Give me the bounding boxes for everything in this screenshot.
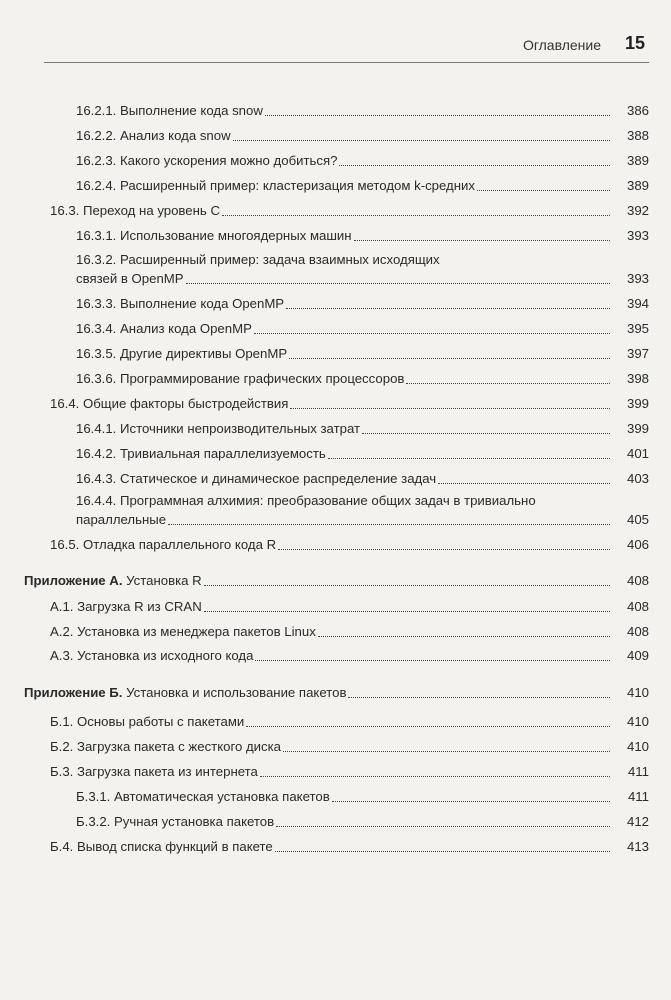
toc-entry — [0, 762, 671, 782]
toc-page: 410 — [626, 685, 649, 700]
toc-title: параллельные — [76, 512, 167, 527]
toc-entry — [0, 369, 671, 389]
toc-entry — [0, 201, 671, 221]
toc-title: 16.3.1. Использование многоядерных машин — [76, 228, 352, 243]
toc-page: 412 — [626, 814, 649, 829]
running-head-title: Оглавление — [522, 37, 601, 53]
toc-page: 389 — [626, 153, 649, 168]
toc-page: 405 — [626, 512, 649, 527]
toc-entry — [0, 126, 671, 146]
toc-entry — [0, 622, 671, 642]
toc-title: Установка R — [126, 573, 202, 588]
dot-leader — [283, 751, 610, 752]
toc-page: 403 — [626, 471, 649, 486]
toc-title: 16.3. Переход на уровень С — [50, 203, 220, 218]
toc-title: 16.3.5. Другие директивы OpenMP — [76, 346, 288, 361]
toc-title: А.3. Установка из исходного кода — [50, 648, 254, 663]
toc-title: Б.4. Вывод списка функций в пакете — [50, 839, 273, 854]
toc-title-line1: 16.4.4. Программная алхимия: преобразование общих задач в тривиально — [76, 493, 536, 508]
toc-title: 16.5. Отладка параллельного кода R — [50, 537, 277, 552]
toc-entry — [0, 469, 671, 489]
toc-entry — [0, 319, 671, 339]
toc-page: 392 — [626, 203, 649, 218]
toc-entry — [0, 269, 671, 289]
toc-title: 16.4.3. Статическое и динамическое распределение задач — [76, 471, 437, 486]
dot-leader — [362, 433, 610, 434]
toc-page: 410 — [626, 739, 649, 754]
toc-entry — [0, 419, 671, 439]
toc-title: 16.4.1. Источники непроизводительных затрат — [76, 421, 361, 436]
toc-title: 16.3.6. Программирование графических процессоров — [76, 371, 405, 386]
toc-entry — [0, 812, 671, 832]
dot-leader — [354, 240, 610, 241]
toc-title: Б.2. Загрузка пакета с жесткого диска — [50, 739, 282, 754]
toc-page: 413 — [626, 839, 649, 854]
dot-leader — [204, 611, 610, 612]
toc-entry — [0, 837, 671, 857]
dot-leader — [186, 283, 610, 284]
toc-page: 394 — [626, 296, 649, 311]
page-number: 15 — [624, 33, 645, 53]
dot-leader — [260, 776, 610, 777]
toc-title: 16.3.3. Выполнение кода OpenMP — [76, 296, 285, 311]
toc-title: Б.3.2. Ручная установка пакетов — [76, 814, 275, 829]
dot-leader — [233, 140, 610, 141]
toc-page: 399 — [626, 396, 649, 411]
toc-page: 408 — [626, 599, 649, 614]
toc-page: 406 — [626, 537, 649, 552]
toc-title: 16.2.3. Какого ускорения можно добиться? — [76, 153, 338, 168]
toc-entry — [0, 294, 671, 314]
dot-leader — [204, 585, 610, 586]
dot-leader — [289, 358, 610, 359]
toc-entry — [0, 510, 671, 530]
dot-leader — [290, 408, 610, 409]
toc-title: 16.3.4. Анализ кода OpenMP — [76, 321, 252, 336]
toc-title: Установка и использование пакетов — [126, 685, 347, 700]
dot-leader — [222, 215, 610, 216]
toc-page: 397 — [626, 346, 649, 361]
page-header — [0, 30, 671, 60]
toc-page: 410 — [626, 714, 649, 729]
toc-title: связей в OpenMP — [76, 271, 184, 286]
toc-entry-appendix — [0, 571, 671, 591]
toc-entry — [0, 444, 671, 464]
toc-entry — [0, 737, 671, 757]
toc-title: Б.1. Основы работы с пакетами — [50, 714, 245, 729]
toc-entry — [0, 226, 671, 246]
toc-page: 409 — [626, 648, 649, 663]
dot-leader — [339, 165, 610, 166]
toc-title: 16.4. Общие факторы быстродействия — [50, 396, 289, 411]
toc-page: 399 — [626, 421, 649, 436]
toc-page: 411 — [627, 764, 649, 779]
toc-entry — [0, 646, 671, 666]
toc-title: 16.2.2. Анализ кода snow — [76, 128, 231, 143]
dot-leader — [254, 333, 610, 334]
toc-title-line1: 16.3.2. Расширенный пример: задача взаимных исходящих — [76, 252, 440, 267]
dot-leader — [168, 524, 610, 525]
toc-page: 389 — [626, 178, 649, 193]
toc-page: 393 — [626, 271, 649, 286]
dot-leader — [477, 190, 610, 191]
dot-leader — [348, 697, 610, 698]
toc-title: Б.3.1. Автоматическая установка пакетов — [76, 789, 330, 804]
toc-title: 16.2.4. Расширенный пример: кластеризация методом k-средних — [76, 178, 475, 193]
dot-leader — [276, 826, 610, 827]
toc-page: 401 — [626, 446, 649, 461]
toc-entry — [0, 344, 671, 364]
appendix-label: Приложение Б. — [24, 685, 123, 700]
appendix-label: Приложение А. — [24, 573, 123, 588]
toc-entry — [0, 787, 671, 807]
toc-entry-appendix — [0, 683, 671, 703]
toc-entry — [0, 394, 671, 414]
toc-entry — [0, 712, 671, 732]
dot-leader — [328, 458, 610, 459]
toc-entry — [0, 101, 671, 121]
dot-leader — [406, 383, 610, 384]
dot-leader — [438, 483, 610, 484]
dot-leader — [255, 660, 610, 661]
toc-title: 16.4.2. Тривиальная параллелизуемость — [76, 446, 326, 461]
toc-page: 393 — [626, 228, 649, 243]
toc-page: 398 — [626, 371, 649, 386]
toc-title: 16.2.1. Выполнение кода snow — [76, 103, 263, 118]
toc-title: А.1. Загрузка R из CRAN — [50, 599, 202, 614]
dot-leader — [278, 549, 610, 550]
toc-page: 408 — [626, 573, 649, 588]
toc-page: 388 — [626, 128, 649, 143]
toc-entry — [0, 151, 671, 171]
dot-leader — [246, 726, 610, 727]
dot-leader — [318, 636, 610, 637]
toc-title: А.2. Установка из менеджера пакетов Linux — [50, 624, 316, 639]
toc-entry — [0, 176, 671, 196]
dot-leader — [265, 115, 610, 116]
header-rule — [44, 62, 649, 63]
toc-page: 395 — [626, 321, 649, 336]
toc-entry — [0, 535, 671, 555]
toc-page: 386 — [626, 103, 649, 118]
toc-title: Б.3. Загрузка пакета из интернета — [50, 764, 258, 779]
toc-entry — [0, 597, 671, 617]
toc-page: 408 — [626, 624, 649, 639]
toc-page: 411 — [627, 789, 649, 804]
dot-leader — [275, 851, 610, 852]
dot-leader — [286, 308, 610, 309]
dot-leader — [332, 801, 610, 802]
